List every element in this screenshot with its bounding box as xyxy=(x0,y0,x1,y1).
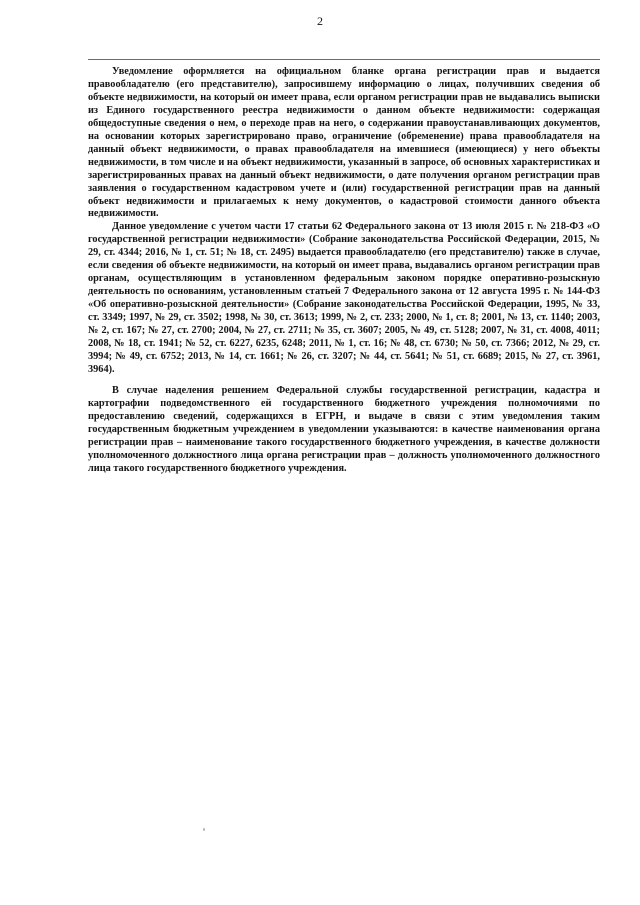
page-number: 2 xyxy=(317,14,323,28)
scan-speck xyxy=(203,828,205,831)
paragraph-budget-institution: В случае наделения решением Федеральной службы государственной регистрации, кадастра и картографии подведомственного ей государственного бюджетного учреждения полномочиями по предоставлению сведений, содержащихся в ЕГРН, и выдаче в связи с этим уведомления таким государственным бюджетным учреждением в уведомлении указываются: в качестве наименования органа регистрации прав – наименование такого государственного бюджетного учреждения, в качестве должности уполномоченного должностного лица органа регистрации прав – должность уполномоченного должностного лица такого государственного бюджетного учреждения. xyxy=(88,384,600,474)
document-body xyxy=(88,66,600,476)
header-rule xyxy=(88,59,600,60)
paragraph-notice-issuance: Данное уведомление с учетом части 17 статьи 62 Федерального закона от 13 июля 2015 г. № 218-ФЗ «О государственной регистрации недвижимости» (Собрание законодательства Российской Федерации, 2015, № 29, ст. 4344; 2016, № 1, ст. 51; № 18, ст. 2495) выдается правообладателю (его представителю) также в случае, если сведения об объекте недвижимости, на который он имеет права, выдавались органом регистрации прав органам, осуществляющим в установленном федеральным законом порядке оперативно-розыскную деятельность по основаниям, установленным статьей 7 Федерального закона от 12 августа 1995 г. № 144-ФЗ «Об оперативно-розыскной деятельности» (Собрание законодательства Российской Федерации, 1995, № 33, ст. 3349; 1997, № 29, ст. 3502; 1998, № 30, ст. 3613; 1999, № 2, ст. 233; 2000, № 1, ст. 8; 2001, № 13, ст. 1140; 2003, № 2, ст. 167; № 27, ст. 2700; 2004, № 27, ст. 2711; № 35, ст. 3607; 2005, № 49, ст. 5128; 2007, № 31, ст. 4008, 4011; 2008, № 18, ст. 1941; № 52, ст. 6227, 6235, 6248; 2011, № 1, ст. 16; № 48, ст. 6730; № 50, ст. 7366; 2012, № 29, ст. 3994; № 49, ст. 6752; 2013, № 14, ст. 1661; № 26, ст. 3207; № 44, ст. 5641; № 51, ст. 6689; 2015, № 27, ст. 3961, 3964). xyxy=(88,221,600,375)
paragraph-notice-form: Уведомление оформляется на официальном бланке органа регистрации прав и выдается правообладателю (его представителю), запросившему информацию о лицах, получивших сведения об объекте недвижимости, на который он имеет права, если органом регистрации прав не выдавались выписки из Единого государственного реестра недвижимости о данном объекте недвижимости: содержащая общедоступные сведения о нем, о переходе прав на него, о содержании правоустанавливающих документов, на основании которых зарегистрировано право, ограничение (обременение) права правообладателя на данный объект недвижимости, о правах правообладателя на имевшиеся (имеющиеся) у него объекты недвижимости, в том числе и на объект недвижимости, указанный в запросе, об основных характеристиках и зарегистрированных правах на данный объект недвижимости, о дате получения органом регистрации прав заявления о государственном кадастровом учете и (или) государственной регистрации прав на данный объект недвижимости и прилагаемых к нему документов, о кадастровой стоимости данного объекта недвижимости. xyxy=(88,66,600,220)
